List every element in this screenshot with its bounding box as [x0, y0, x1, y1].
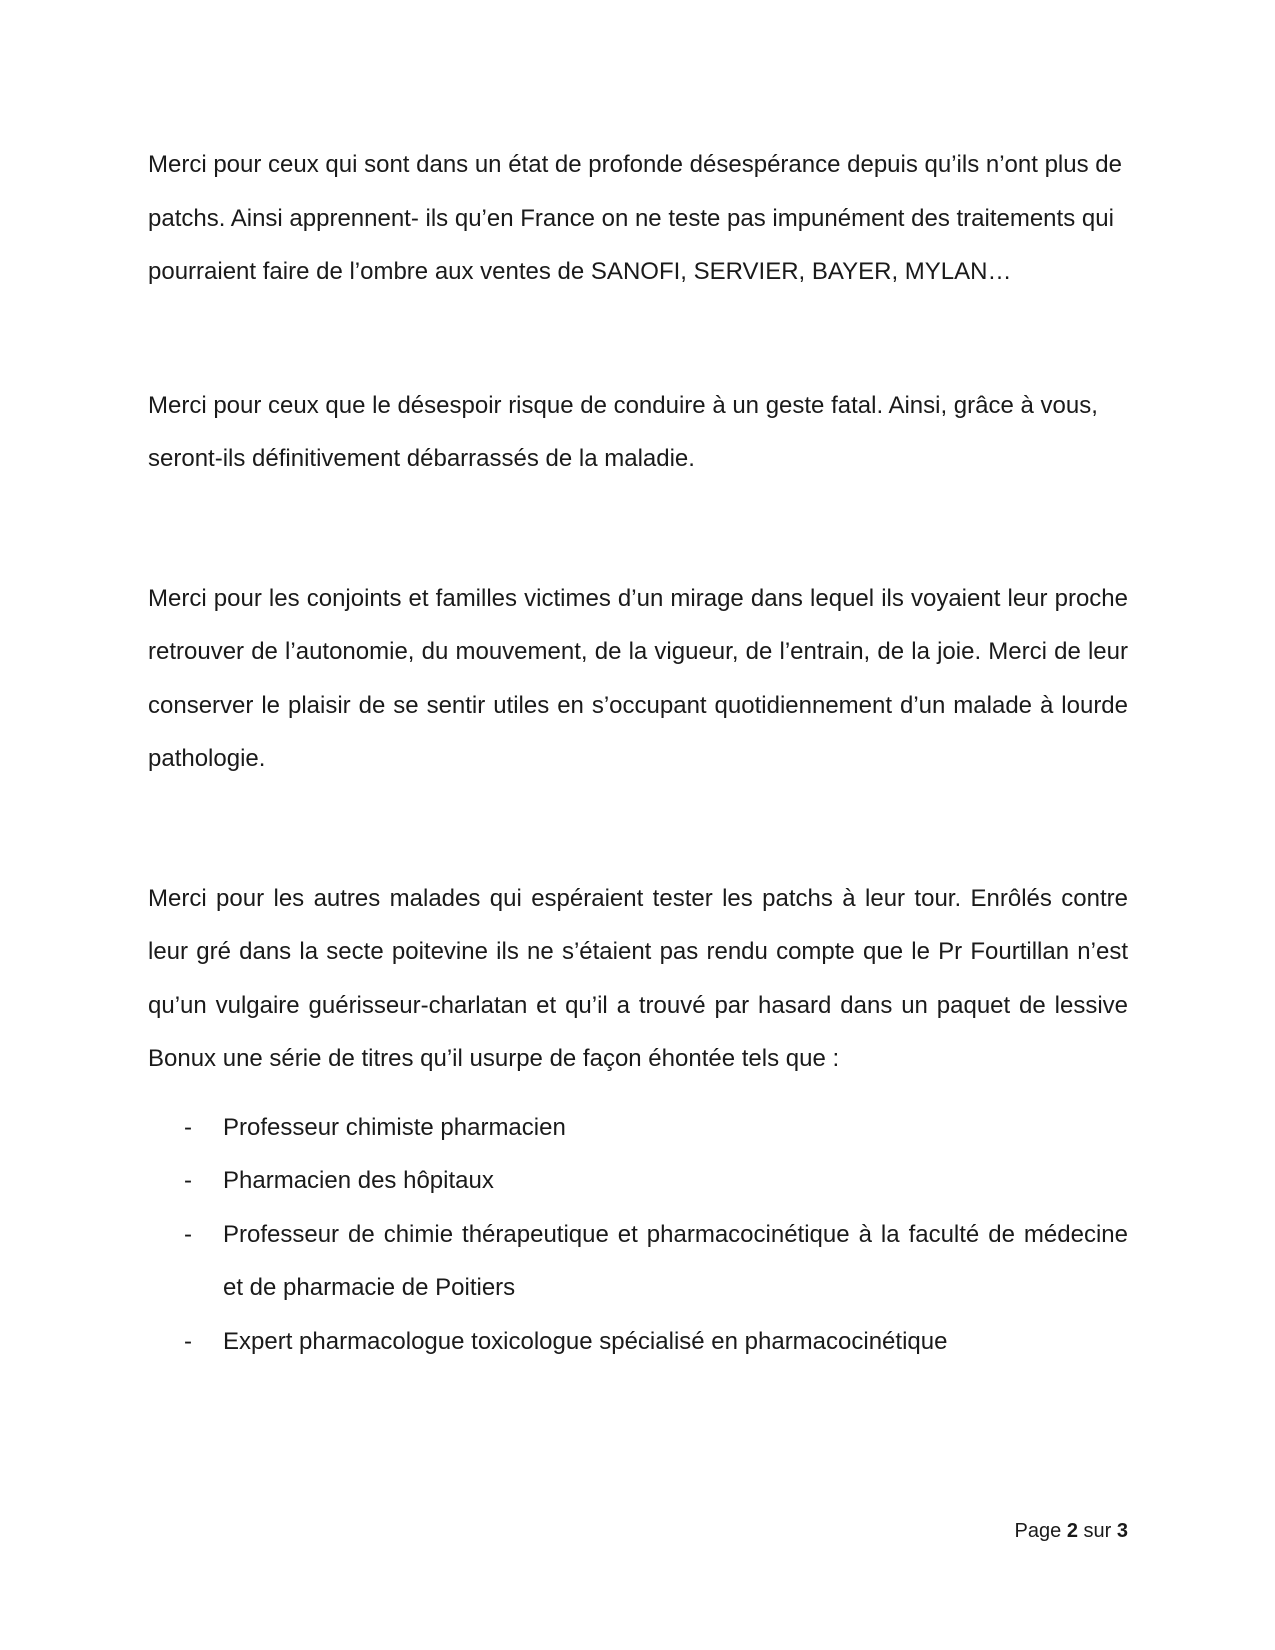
page-number-footer [1015, 1520, 1128, 1543]
list-item [148, 1208, 1128, 1315]
page-of-label: sur [1083, 1520, 1112, 1542]
list-bullet: - [184, 1113, 192, 1141]
list-item [148, 1154, 1128, 1208]
titles-list [148, 1101, 1128, 1369]
page-label: Page [1014, 1520, 1062, 1542]
paragraph-3: Merci pour les conjoints et familles victimes d’un mirage dans lequel ils voyaient leur proche retrouver de l’autonomie, du mouvement, de la vigueur, de l’entrain, de la joie. Merci de leur conserver le plaisir de se sentir utiles en s’occupant quotidiennement d’un malade à lourde pathologie. [148, 584, 1128, 772]
document-body [148, 138, 1128, 1368]
list-bullet: - [184, 1220, 192, 1248]
list-item [148, 1315, 1128, 1369]
paragraph-4: Merci pour les autres malades qui espéraient tester les patchs à leur tour. Enrôlés contre leur gré dans la secte poitevine ils ne s’étaient pas rendu compte que le Pr Fourtillan n’est qu’un vulgaire guérisseur-charlatan et qu’il a trouvé par hasard dans un paquet de lessive Bonux une série de titres qu’il usurpe de façon éhontée tels que : [148, 884, 1128, 1072]
list-item-text: Expert pharmacologue toxicologue spécialisé en pharmacocinétique [223, 1327, 948, 1355]
list-item-text: Professeur de chimie thérapeutique et pharmacocinétique à la faculté de médecine et de pharmacie de Poitiers [223, 1220, 1128, 1301]
current-page-number: 2 [1066, 1520, 1078, 1542]
list-item-text: Professeur chimiste pharmacien [223, 1113, 566, 1141]
list-bullet: - [184, 1167, 192, 1194]
paragraph-2: Merci pour ceux que le désespoir risque de conduire à un geste fatal. Ainsi, grâce à vous, seront-ils définitivement débarrassés de la maladie. [148, 391, 1098, 472]
list-item [148, 1101, 1128, 1155]
list-item-text: Pharmacien des hôpitaux [223, 1167, 494, 1194]
total-page-count: 3 [1116, 1520, 1128, 1542]
list-bullet: - [184, 1327, 192, 1355]
paragraph-1: Merci pour ceux qui sont dans un état de profonde désespérance depuis qu’ils n’ont plus de patchs. Ainsi apprennent- ils qu’en France on ne teste pas impunément des traitements qui pourraient faire de l’ombre aux ventes de SANOFI, SERVIER, BAYER, MYLAN… [148, 151, 1122, 285]
